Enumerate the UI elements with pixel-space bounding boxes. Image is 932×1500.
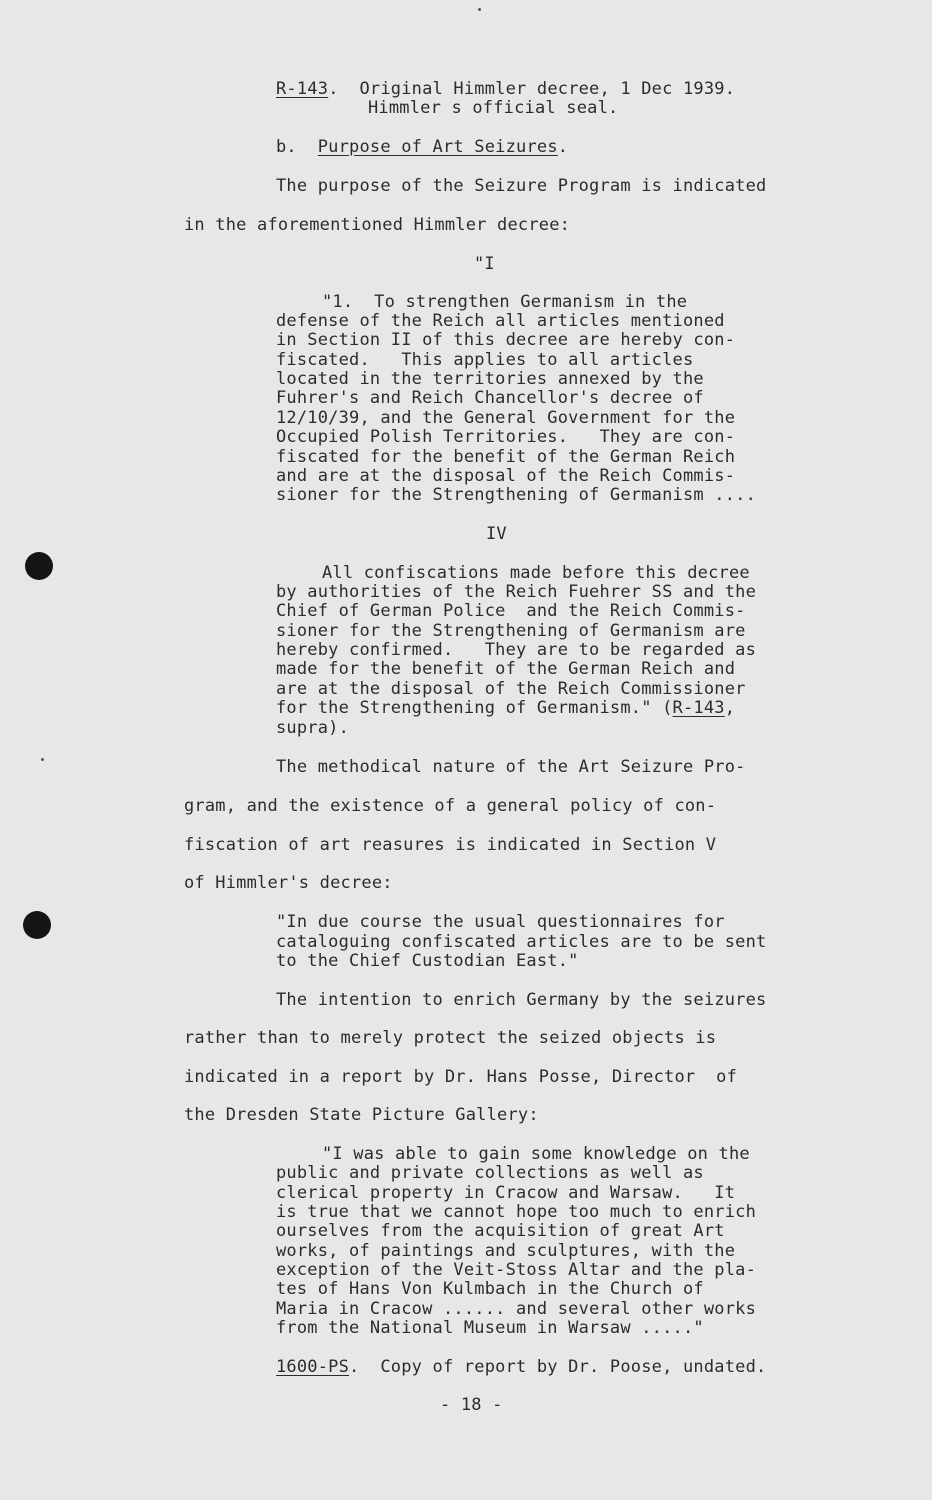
paragraph-line: in the aforementioned Himmler decree: (184, 215, 571, 235)
paragraph-line: fiscation of art reasures is indicated in Section V (184, 835, 717, 855)
quote-marker-iv: IV (486, 524, 507, 544)
quote-line: from the National Museum in Warsaw ....." (276, 1318, 704, 1338)
paragraph-line: indicated in a report by Dr. Hans Posse, Director of (184, 1067, 738, 1087)
quote-line: are at the disposal of the Reich Commissioner (276, 679, 746, 699)
quote-line: made for the benefit of the German Reich and (276, 659, 736, 679)
page-number: - 18 - (440, 1395, 503, 1415)
quote-line: exception of the Veit-Stoss Altar and the pla- (276, 1260, 757, 1280)
quote-line: sioner for the Strengthening of Germanism are (276, 621, 746, 641)
quote-line: "1. To strengthen Germanism in the (322, 292, 688, 312)
quote-line: Fuhrer's and Reich Chancellor's decree of (276, 388, 704, 408)
paragraph-line: The methodical nature of the Art Seizure Pro- (276, 757, 746, 777)
quote-line: works, of paintings and sculptures, with the (276, 1241, 736, 1261)
quote-marker-i: "I (474, 254, 495, 274)
quote-line: cataloguing confiscated articles are to be sent (276, 932, 767, 952)
quote-line: "I was able to gain some knowledge on the (322, 1144, 750, 1164)
quote-line: All confiscations made before this decree (322, 563, 750, 583)
citation-bottom: 1600-PS. Copy of report by Dr. Poose, undated. (276, 1357, 767, 1377)
quote-line: 12/10/39, and the General Government for the (276, 408, 736, 428)
quote-line: tes of Hans Von Kulmbach in the Church of (276, 1279, 704, 1299)
paragraph-line: The purpose of the Seizure Program is indicated (276, 176, 767, 196)
quote-line: fiscated for the benefit of the German Reich (276, 447, 736, 467)
quote-line: Maria in Cracow ...... and several other works (276, 1299, 757, 1319)
citation-bottom-ref: 1600-PS (276, 1357, 350, 1377)
quote-line: Occupied Polish Territories. They are con- (276, 427, 736, 447)
paragraph-line: The intention to enrich Germany by the seizures (276, 990, 767, 1010)
quote-line: and are at the disposal of the Reich Commis- (276, 466, 736, 486)
paragraph-line: the Dresden State Picture Gallery: (184, 1105, 539, 1125)
paper-speck (41, 758, 44, 761)
paragraph-line: rather than to merely protect the seized objects is (184, 1028, 717, 1048)
paragraph-line: gram, and the existence of a general policy of con- (184, 796, 717, 816)
citation-top-line2: Himmler s official seal. (368, 98, 619, 118)
quote-line: ourselves from the acquisition of great Art (276, 1221, 725, 1241)
quote-line: defense of the Reich all articles mentioned (276, 311, 725, 331)
quote-line: Chief of German Police and the Reich Commis- (276, 601, 746, 621)
quote-line-ref: for the Strengthening of Germanism." (R-143, (276, 698, 736, 718)
citation-top-line1: R-143. Original Himmler decree, 1 Dec 1939. (276, 79, 736, 99)
section-heading: b. Purpose of Art Seizures. (276, 137, 569, 157)
quote-line: to the Chief Custodian East." (276, 951, 579, 971)
inline-citation-ref: R-143 (672, 698, 725, 718)
paragraph-line: of Himmler's decree: (184, 873, 393, 893)
paper-speck (478, 8, 481, 11)
quote-line: in Section II of this decree are hereby con- (276, 330, 736, 350)
punch-hole (23, 911, 51, 939)
quote-line: "In due course the usual questionnaires for (276, 912, 725, 932)
quote-line: public and private collections as well as (276, 1163, 704, 1183)
quote-line: by authorities of the Reich Fuehrer SS and the (276, 582, 757, 602)
quote-line: supra). (276, 718, 350, 738)
quote-line: located in the territories annexed by the (276, 369, 704, 389)
citation-top-ref: R-143 (276, 79, 329, 99)
quote-line: is true that we cannot hope too much to enrich (276, 1202, 757, 1222)
punch-hole (25, 552, 53, 580)
quote-line: fiscated. This applies to all articles (276, 350, 694, 370)
quote-line: hereby confirmed. They are to be regarded as (276, 640, 757, 660)
quote-line: sioner for the Strengthening of Germanism .... (276, 485, 757, 505)
quote-line: clerical property in Cracow and Warsaw. It (276, 1183, 736, 1203)
